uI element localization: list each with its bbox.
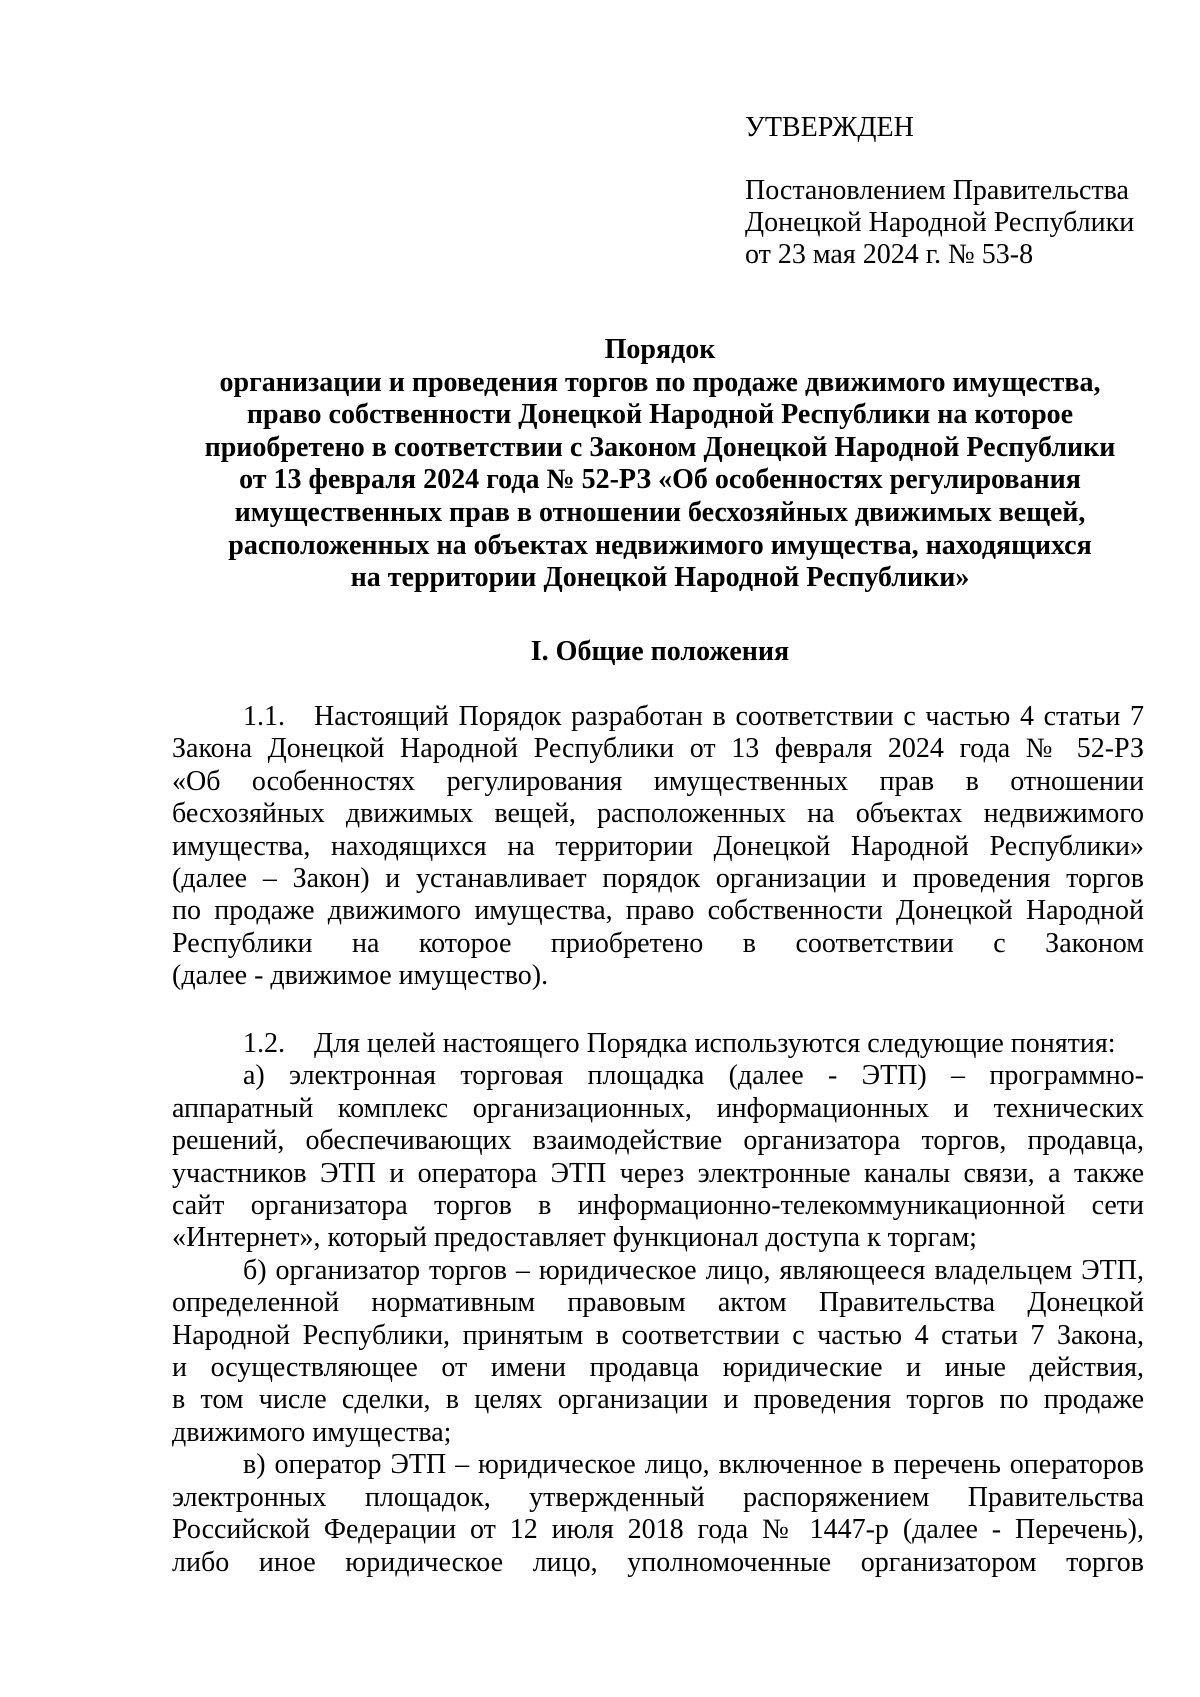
paragraph-1-1 [172, 701, 1144, 993]
section-heading: I. Общие положения [530, 636, 790, 667]
paragraph-1-2 [172, 1028, 1144, 1579]
definition-a-line: решений, обеспечивающих взаимодействие организатора торгов, продавца, [172, 1125, 1144, 1157]
definition-a-line: аппаратный комплекс организационных, информационных и технических [172, 1092, 1144, 1124]
paragraph-line: имущества, находящихся на территории Донецкой Народной Республики» [172, 830, 1144, 862]
definition-v-line: в) оператор ЭТП – юридическое лицо, включенное в перечень операторов [243, 1449, 1144, 1481]
definition-b-line: движимого имущества; [172, 1416, 452, 1448]
title-line: Порядок [604, 334, 716, 365]
paragraph-line: (далее – Закон) и устанавливает порядок организации и проведения торгов [172, 863, 1144, 895]
approval-stamp: УТВЕРЖДЕН [745, 112, 914, 143]
paragraph-line: Республики на которое приобретено в соответствии с Законом [172, 927, 1144, 959]
approval-line: от 23 мая 2024 г. № 53-8 [745, 239, 1034, 270]
definition-a-line: сайт организатора торгов в информационно-телекоммуникационной сети [172, 1190, 1144, 1222]
paragraph-line: «Об особенностях регулирования имущественных прав в отношении [172, 765, 1144, 797]
paragraph-line: по продаже движимого имущества, право собственности Донецкой Народной [172, 895, 1144, 927]
paragraph-line-text: Настоящий Порядок разработан в соответствии с частью 4 статьи 7 [314, 701, 1144, 732]
title-line: расположенных на объектах недвижимого имущества, находящихся [228, 529, 1092, 561]
approval-line: Донецкой Народной Республики [745, 207, 1135, 238]
definition-a-line: участников ЭТП и оператора ЭТП через электронные каналы связи, а также [172, 1157, 1144, 1189]
paragraph-line: бесхозяйных движимых вещей, расположенных на объектах недвижимого [172, 798, 1144, 830]
definition-v-line: либо иное юридическое лицо, уполномоченные организатором торгов [172, 1546, 1144, 1578]
definition-b-line: определенной нормативным правовым актом Правительства Донецкой [172, 1287, 1144, 1319]
paragraph-number: 1.1. [243, 701, 285, 732]
definition-v-line: электронных площадок, утвержденный распоряжением Правительства [172, 1481, 1144, 1513]
definition-b-line: в том числе сделки, в целях организации и проведения торгов по продаже [172, 1384, 1144, 1416]
title-line: от 13 февраля 2024 года № 52-РЗ «Об особенностях регулирования [239, 464, 1081, 496]
definition-b-line: Народной Республики, принятым в соответствии с частью 4 статьи 7 Закона, [172, 1319, 1144, 1351]
definition-b-line: б) организатор торгов – юридическое лицо, являющееся владельцем ЭТП, [243, 1254, 1144, 1286]
definition-a-line: «Интернет», который предоставляет функционал доступа к торгам; [172, 1222, 977, 1254]
document-title [170, 334, 1150, 595]
paragraph-line: (далее - движимое имущество). [172, 960, 549, 992]
paragraph-line [172, 701, 1144, 733]
title-line: имущественных прав в отношении бесхозяйных движимых вещей, [234, 496, 1086, 528]
approval-line: Постановлением Правительства [745, 175, 1129, 206]
title-line: приобретено в соответствии с Законом Донецкой Народной Республики [204, 431, 1116, 463]
approval-block [745, 112, 1165, 271]
title-line: организации и проведения торгов по продаже движимого имущества, [219, 366, 1101, 398]
definition-v-line: Российской Федерации от 12 июля 2018 года № 1447-р (далее - Перечень), [172, 1514, 1144, 1546]
paragraph-line: Закона Донецкой Народной Республики от 13 февраля 2024 года № 52-РЗ [172, 733, 1144, 765]
title-line: право собственности Донецкой Народной Республики на которое [246, 399, 1074, 431]
title-line: на территории Донецкой Народной Республики» [350, 562, 970, 594]
definition-a-line: а) электронная торговая площадка (далее - ЭТП) – программно- [243, 1060, 1144, 1092]
paragraph-number: 1.2. [243, 1028, 285, 1059]
definition-b-line: и осуществляющее от имени продавца юридические и иные действия, [172, 1352, 1144, 1384]
paragraph-line-text: Для целей настоящего Порядка используются следующие понятия: [314, 1028, 1116, 1059]
paragraph-line [172, 1028, 1144, 1060]
